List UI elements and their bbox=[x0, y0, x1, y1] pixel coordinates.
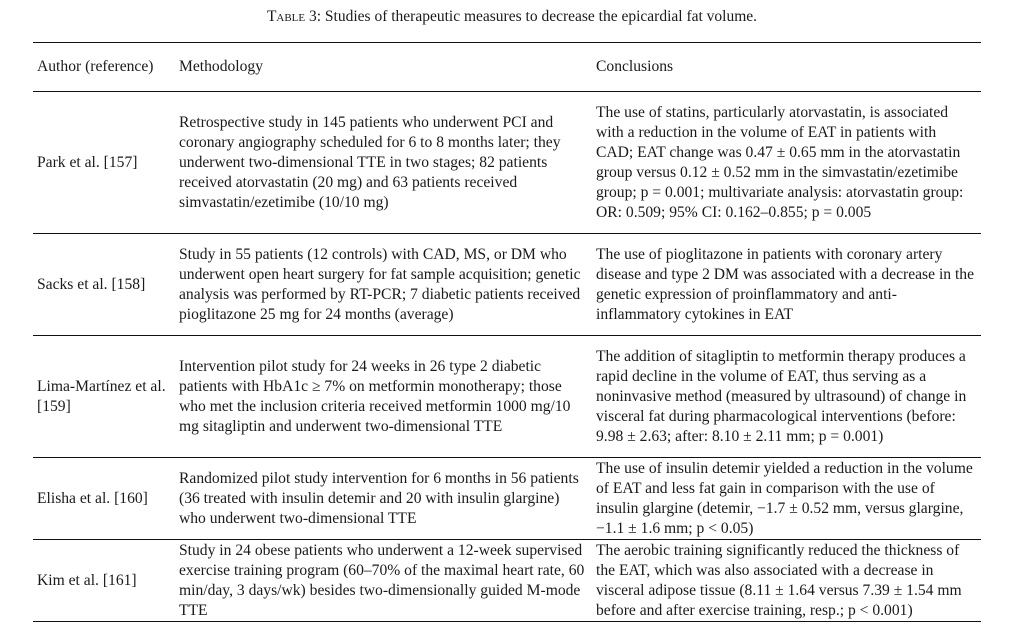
cell-author: Lima-Martínez et al. [159] bbox=[37, 377, 166, 415]
header-row bbox=[33, 43, 981, 92]
table-row bbox=[33, 336, 981, 458]
table-label: Table 3 bbox=[266, 8, 317, 25]
header-author: Author (reference) bbox=[37, 58, 154, 75]
cell-methodology: Randomized pilot study intervention for 6 months in 56 patients (36 treated with insulin detemir and 20 with insulin glargine) who underwent two-dimensional TTE bbox=[179, 469, 579, 527]
cell-methodology: Retrospective study in 145 patients who underwent PCI and coronary angiography scheduled for 6 to 8 months later; they underwent two-dimensional TTE in two stages; 82 patients received atorvastatin (20 mg) and 63 patients received simvastatin/ezetimibe (10/10 mg) bbox=[179, 113, 561, 211]
cell-methodology: Study in 55 patients (12 controls) with CAD, MS, or DM who underwent open heart surgery for fat sample acquisition; genetic analysis was performed by RT-PCR; 7 diabetic patients received pioglitazone 25 mg for 24 months (average) bbox=[179, 245, 581, 323]
cell-author: Park et al. [157] bbox=[37, 153, 138, 171]
cell-conclusions: The aerobic training significantly reduced the thickness of the EAT, which was also associated with a decrease in visceral adipose tissue (8.11 ± 1.64 versus 7.39 ± 1.54 mm before and after exercise training, resp.; p < 0.001) bbox=[596, 541, 962, 619]
header-methodology: Methodology bbox=[179, 58, 264, 75]
cell-conclusions: The use of statins, particularly atorvastatin, is associated with a reduction in the volume of EAT in patients with CAD; EAT change was 0.47 ± 0.65 mm in the atorvastatin group versus 0.12 ± 0.52 mm in the simvastatin/ezetimibe group; p = 0.001; multivariate analysis: atorvastatin group: OR: 0.509; 95% CI: 0.162–0.855; p = 0.005 bbox=[596, 103, 964, 221]
cell-conclusions: The addition of sitagliptin to metformin therapy produces a rapid decline in the volume of EAT, thus serving as a noninvasive method (measured by ultrasound) of change in visceral fat during pharmacological interventions (before: 9.98 ± 2.63; after: 8.10 ± 2.11 mm; p = 0.001) bbox=[596, 347, 967, 445]
table-row bbox=[33, 458, 981, 540]
table-caption bbox=[0, 6, 1024, 28]
cell-conclusions: The use of insulin detemir yielded a reduction in the volume of EAT and less fat gain in comparison with the use of insulin glargine (detemir, −1.7 ± 0.52 mm, versus glargine, −1.1 ± 1.6 mm; p < 0.05) bbox=[596, 459, 973, 537]
cell-author: Elisha et al. [160] bbox=[37, 489, 148, 507]
table-row bbox=[33, 92, 981, 234]
table-header bbox=[33, 43, 981, 92]
cell-methodology: Intervention pilot study for 24 weeks in 26 type 2 diabetic patients with HbA1c ≥ 7% on metformin monotherapy; those who met the inclusion criteria received metformin 1000 mg/10 mg sitagliptin and underwent two-dimensional TTE bbox=[179, 357, 571, 435]
cell-author: Kim et al. [161] bbox=[37, 571, 137, 589]
cell-conclusions: The use of pioglitazone in patients with coronary artery disease and type 2 DM was associated with a decrease in the genetic expression of proinflammatory and anti-inflammatory cytokines in EAT bbox=[596, 245, 975, 323]
table-body bbox=[33, 92, 981, 622]
cell-methodology: Study in 24 obese patients who underwent a 12-week supervised exercise training program (60–70% of the maximal heart rate, 60 min/day, 3 days/wk) besides two-dimensionally guided M-mode TTE bbox=[179, 541, 585, 619]
table-row bbox=[33, 540, 981, 622]
cell-author: Sacks et al. [158] bbox=[37, 275, 146, 293]
studies-table bbox=[33, 42, 981, 622]
header-conclusions: Conclusions bbox=[596, 58, 674, 75]
table-row bbox=[33, 234, 981, 336]
table-caption-text: : Studies of therapeutic measures to decrease the epicardial fat volume. bbox=[316, 8, 758, 25]
